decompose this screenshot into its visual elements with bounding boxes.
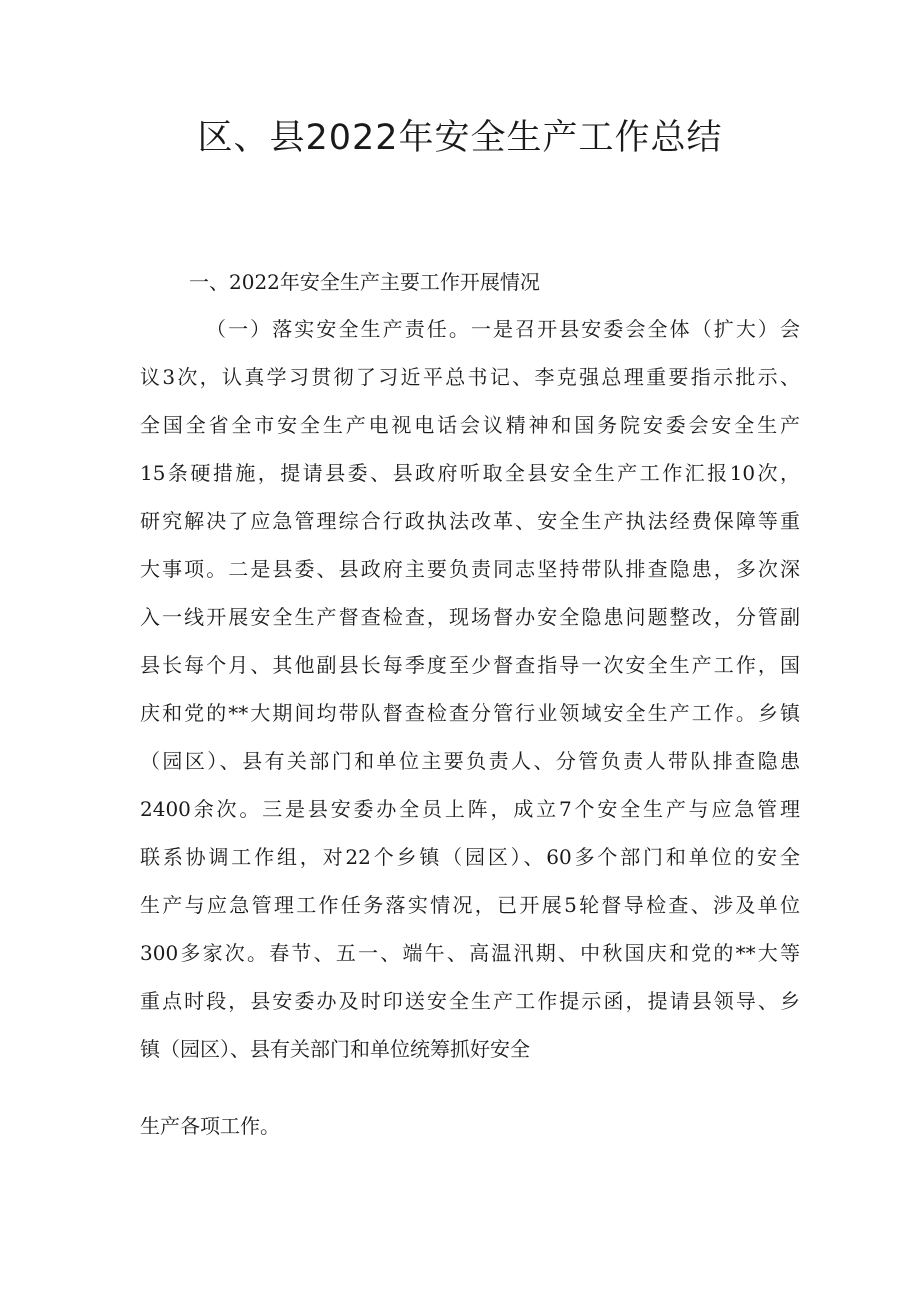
body-paragraph (140, 311, 800, 1079)
document-title: 区、县2022年安全生产工作总结 (197, 118, 723, 158)
paragraph-line: 300多家次。春节、五一、端午、高温汛期、中秋国庆和党的**大等 (140, 941, 800, 965)
paragraph-line: 全国全省全市安全生产电视电话会议精神和国务院安委会安全生产 (140, 413, 800, 437)
paragraph-line: 镇（园区）、县有关部门和单位统筹抓好安全 (140, 1037, 530, 1061)
paragraph-line: 15条硬措施，提请县委、县政府听取全县安全生产工作汇报10次， (140, 461, 800, 485)
paragraph-line: 入一线开展安全生产督查检查，现场督办安全隐患问题整改，分管副 (140, 605, 800, 629)
paragraph-tail: 生产各项工作。 (140, 1114, 280, 1138)
paragraph-line: （园区）、县有关部门和单位主要负责人、分管负责人带队排查隐患 (140, 749, 800, 773)
paragraph-line: 县长每个月、其他副县长每季度至少督查指导一次安全生产工作，国 (140, 653, 800, 677)
paragraph-line: 议3次，认真学习贯彻了习近平总书记、李克强总理重要指示批示、 (140, 365, 800, 389)
section-heading: 一、2022年安全生产主要工作开展情况 (189, 270, 540, 294)
paragraph-line: 庆和党的**大期间均带队督查检查分管行业领域安全生产工作。乡镇 (140, 701, 800, 725)
paragraph-line: （一）落实安全生产责任。一是召开县安委会全体（扩大）会 (206, 317, 800, 341)
paragraph-line: 2400余次。三是县安委办全员上阵，成立7个安全生产与应急管理 (140, 797, 800, 821)
paragraph-line: 研究解决了应急管理综合行政执法改革、安全生产执法经费保障等重 (140, 509, 800, 533)
paragraph-line: 生产与应急管理工作任务落实情况，已开展5轮督导检查、涉及单位 (140, 893, 800, 917)
paragraph-line: 大事项。二是县委、县政府主要负责同志坚持带队排查隐患，多次深 (140, 557, 800, 581)
paragraph-line: 重点时段，县安委办及时印送安全生产工作提示函，提请县领导、乡 (140, 989, 800, 1013)
paragraph-line: 联系协调工作组，对22个乡镇（园区）、60多个部门和单位的安全 (140, 845, 800, 869)
